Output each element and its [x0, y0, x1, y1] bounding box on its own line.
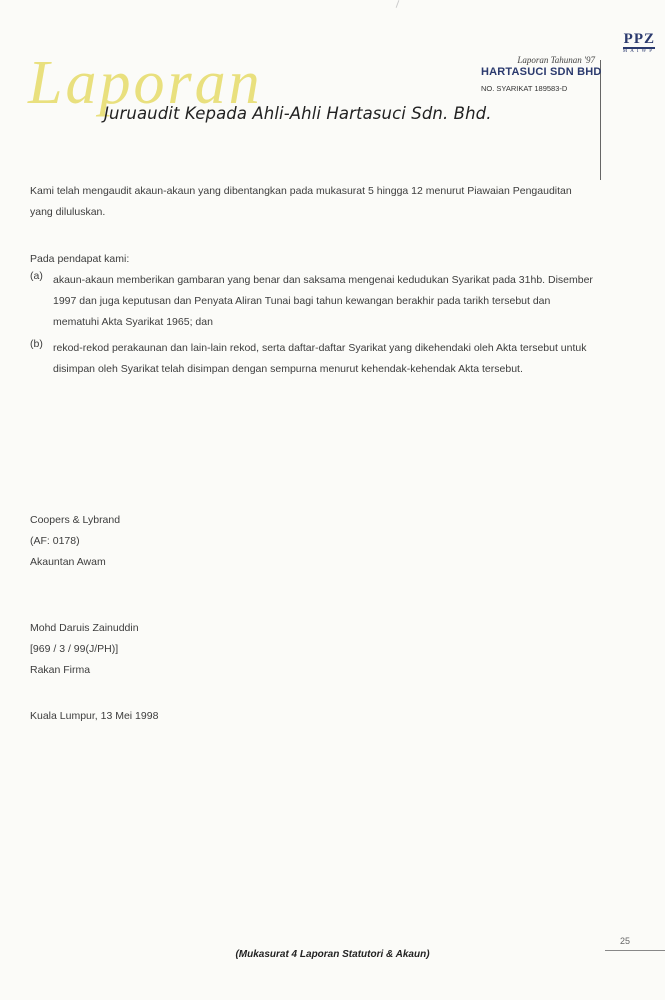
ppz-logo [623, 32, 655, 55]
firm-number: (AF: 0178) [30, 535, 80, 547]
company-number: NO. SYARIKAT 189583-D [481, 84, 568, 93]
firm-name: Coopers & Lybrand [30, 514, 121, 526]
header-divider [600, 60, 601, 180]
place-date: Kuala Lumpur, 13 Mei 1998 [30, 710, 159, 722]
item-marker-b: (b) [30, 338, 43, 350]
scan-mark [396, 0, 400, 8]
partner-number: [969 / 3 / 99(J/PH)] [30, 643, 119, 655]
page-title: Juruaudit Kepada Ahli-Ahli Hartasuci Sdn. Bhd. [104, 104, 492, 123]
logo-main-text: PPZ [623, 31, 655, 47]
decorative-title: Laporan [28, 49, 263, 117]
partner-block [30, 618, 139, 681]
item-text-b: rekod-rekod perakaunan dan lain-lain rekod, serta daftar-daftar Syarikat yang dikehendaki oleh Akta tersebut untuk disimpan oleh Syarikat telah disimpan dengan sempurna menurut kehendak-kehendak Akta tersebut. [53, 342, 587, 375]
item-marker-a: (a) [30, 270, 43, 282]
intro-paragraph: Kami telah mengaudit akaun-akaun yang dibentangkan pada mukasurat 5 hingga 12 menurut Piawaian Pengauditan yang diluluskan. [30, 185, 572, 218]
auditor-block [30, 510, 120, 573]
company-name: HARTASUCI SDN BHD [481, 66, 602, 78]
footer-caption: (Mukasurat 4 Laporan Statutori & Akaun) [235, 949, 430, 960]
partner-role: Rakan Firma [30, 664, 91, 676]
report-tag: Laporan Tahunan '97 [517, 55, 595, 65]
opinion-heading: Pada pendapat kami: [30, 253, 130, 265]
firm-role: Akauntan Awam [30, 556, 106, 568]
page-number: 25 [620, 936, 631, 946]
item-text-a: akaun-akaun memberikan gambaran yang benar dan saksama mengenai kedudukan Syarikat pada 31hb. Disember 1997 dan juga keputusan dan Penyata Aliran Tunai bagi tahun kewangan berakhir pada tarikh tersebut dan mematuhi Akta Syarikat 1965; dan [53, 274, 593, 328]
logo-sub-text: MAIWP [622, 49, 655, 54]
partner-name: Mohd Daruis Zainuddin [30, 622, 139, 634]
